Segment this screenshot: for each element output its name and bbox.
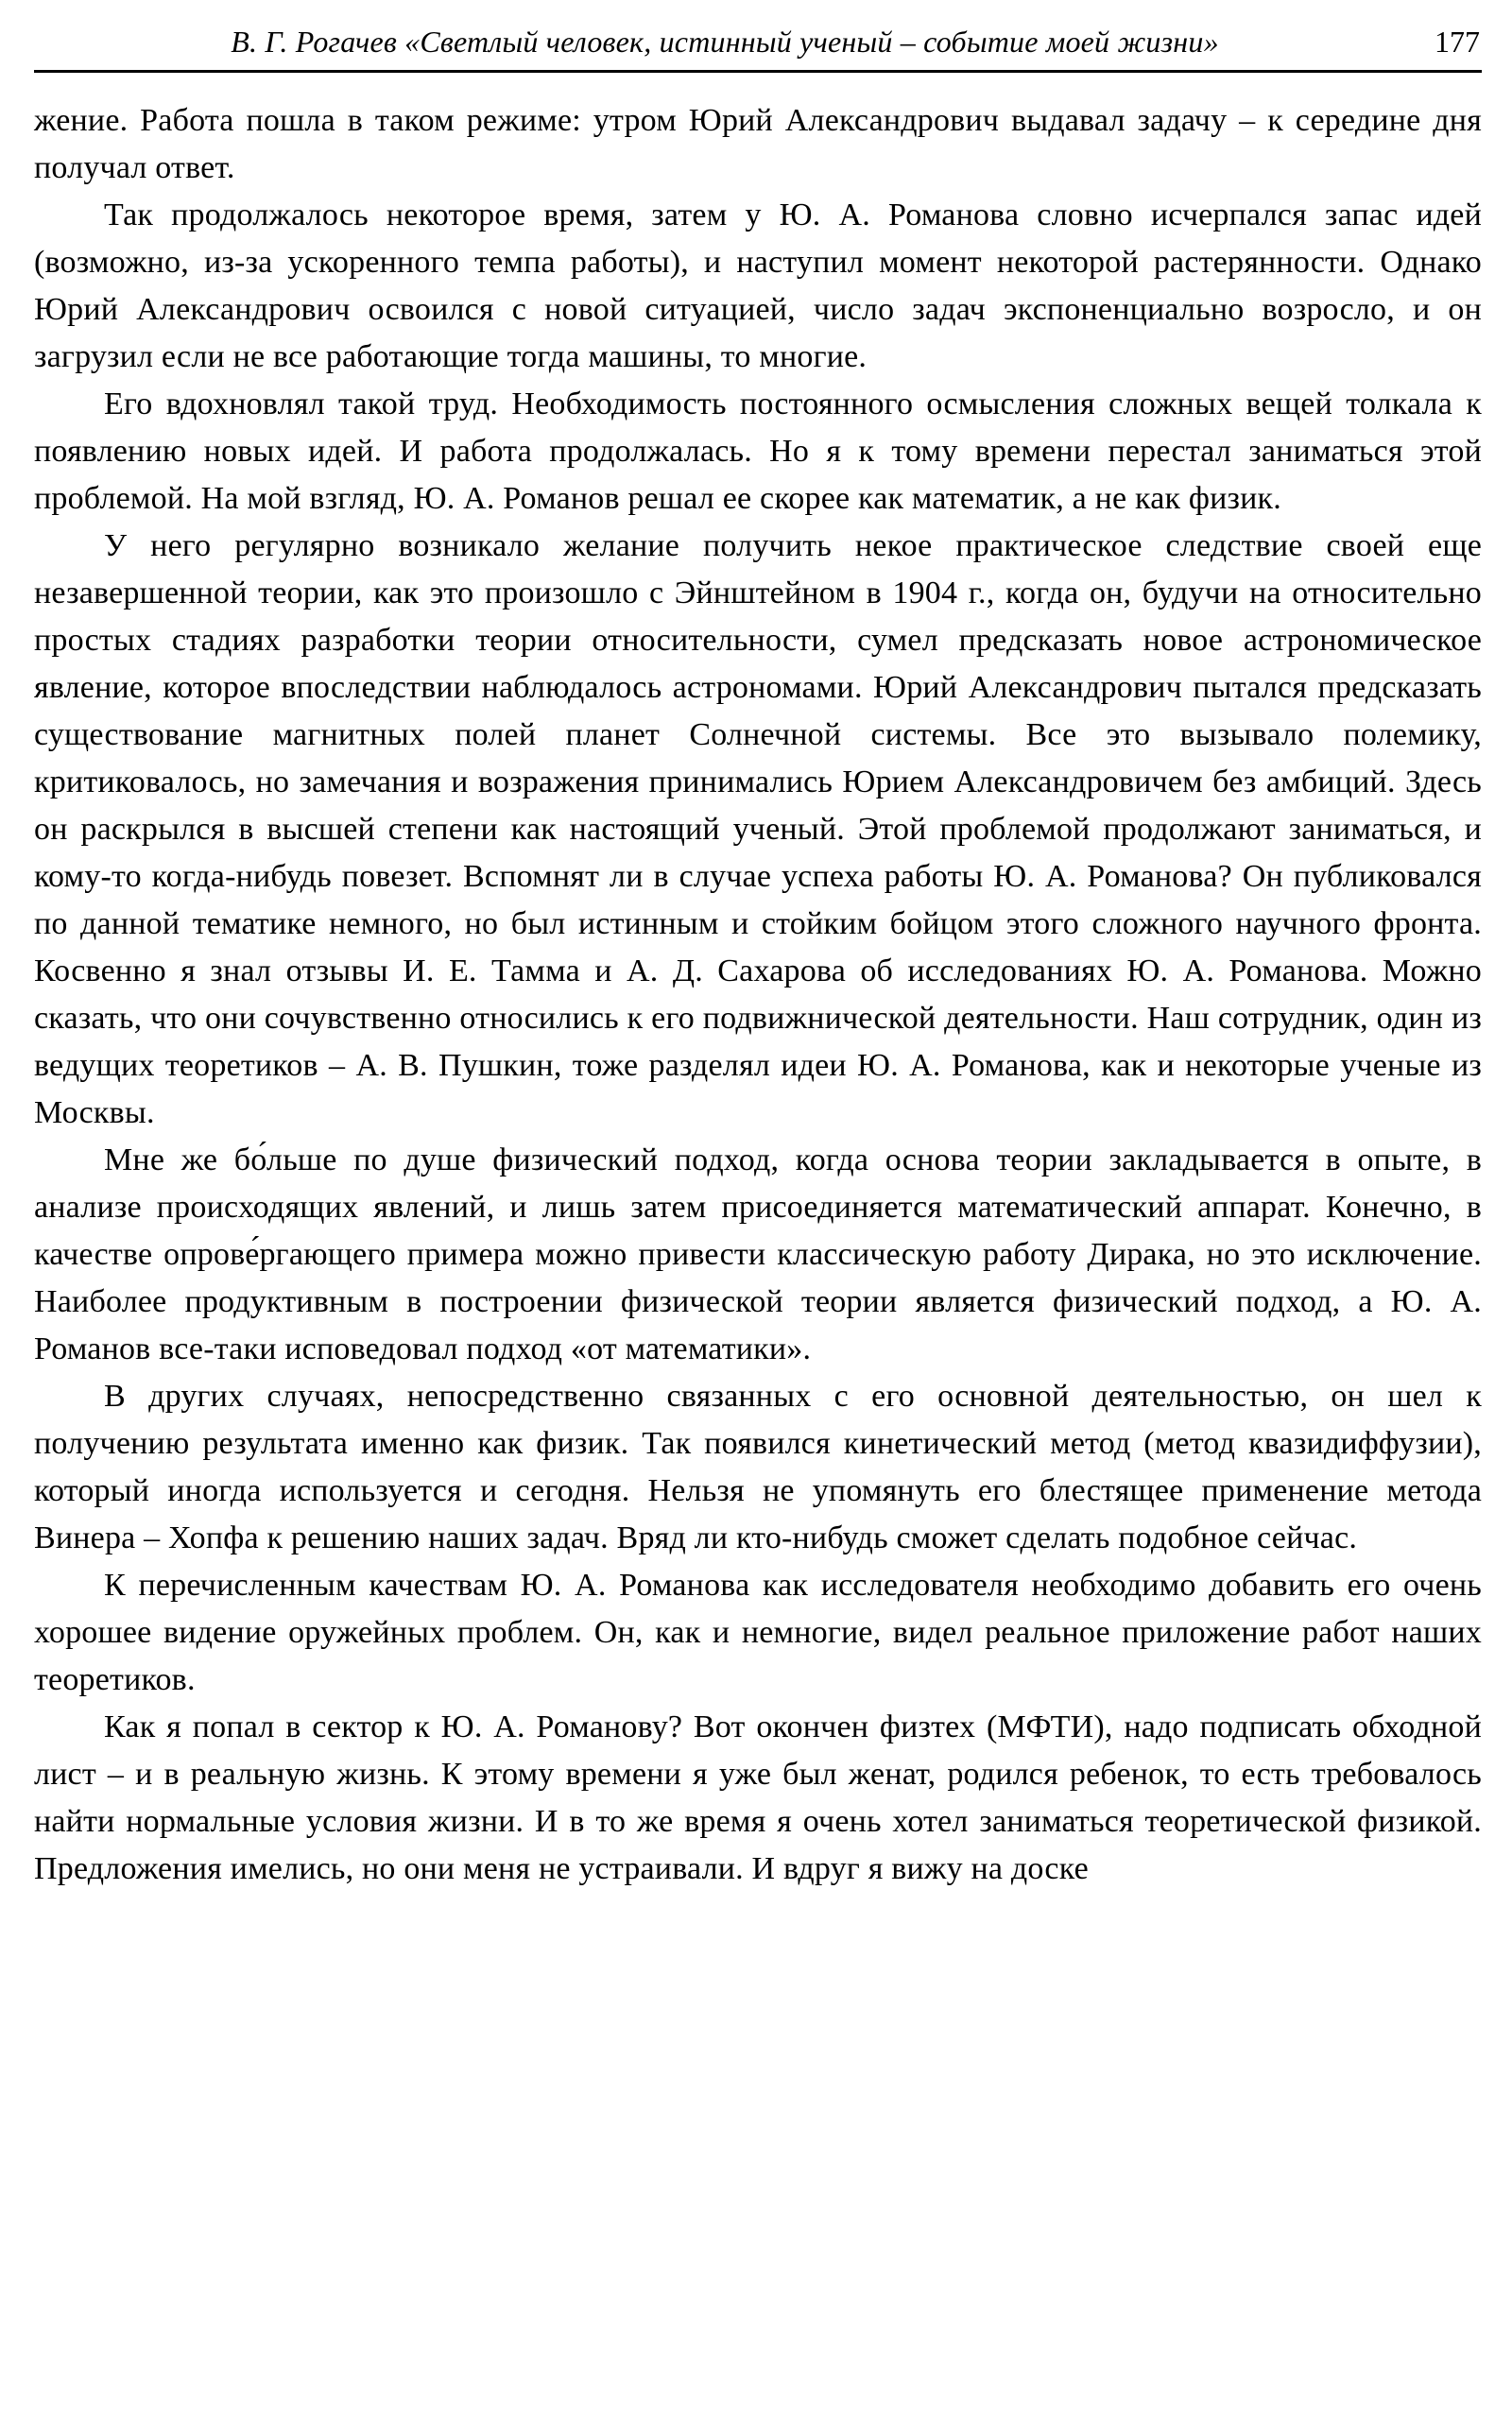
paragraph: жение. Работа пошла в таком режиме: утром Юрий Александрович выдавал задачу – к середине дня получал ответ. bbox=[34, 103, 1482, 185]
page-number: 177 bbox=[1435, 25, 1480, 59]
paragraph: Как я попал в сектор к Ю. А. Романову? Вот окончен физтех (МФТИ), надо подписать обходной лист – и в реальную жизнь. К этому времени я уже был женат, родился ребенок, то есть требовалось найти нормальные условия жизни. И в то же время я очень хотел заниматься теоретической физикой. Предложения имелись, но они меня не устраивали. И вдруг я вижу на доске bbox=[34, 1709, 1482, 1886]
text-body bbox=[34, 97, 1482, 1893]
header-rule-divider bbox=[34, 70, 1482, 73]
paragraph: Так продолжалось некоторое время, затем у Ю. А. Романова словно исчерпался запас идей (возможно, из-за ускоренного темпа работы), и наступил момент некоторой растерянности. Однако Юрий Александрович освоился с новой ситуацией, число задач экспоненциально возросло, и он загрузил если не все работающие тогда машины, то многие. bbox=[34, 198, 1482, 374]
paragraph: Его вдохновлял такой труд. Необходимость постоянного осмысления сложных вещей толкала к появлению новых идей. И работа продолжалась. Но я к тому времени перестал заниматься этой проблемой. На мой взгляд, Ю. А. Романов решал ее скорее как математик, а не как физик. bbox=[34, 386, 1482, 516]
running-head-title: В. Г. Рогачев «Светлый человек, истинный ученый – событие моей жизни» bbox=[231, 25, 1219, 59]
paragraph: Мне же бо́льше по душе физический подход, когда основа теории закладывается в опыте, в анализе происходящих явлений, и лишь затем присоединяется математический аппарат. Конечно, в качестве опрове́ргающего примера можно привести классическую работу Дирака, но это исключение. Наиболее продуктивным в построении физической теории является физический подход, а Ю. А. Романов все-таки исповедовал подход «от математики». bbox=[34, 1142, 1482, 1366]
paragraph: В других случаях, непосредственно связанных с его основной деятельностью, он шел к получению результата именно как физик. Так появился кинетический метод (метод квазидиффузии), который иногда используется и сегодня. Нельзя не упомянуть его блестящее применение метода Винера – Хопфа к решению наших задач. Вряд ли кто-нибудь сможет сделать подобное сейчас. bbox=[34, 1379, 1482, 1555]
paragraph: К перечисленным качествам Ю. А. Романова как исследователя необходимо добавить его очень хорошее видение оружейных проблем. Он, как и немногие, видел реальное приложение работ наших теоретиков. bbox=[34, 1568, 1482, 1697]
paragraph: У него регулярно возникало желание получить некое практическое следствие своей еще незавершенной теории, как это произошло с Эйнштейном в 1904 г., когда он, будучи на относительно простых стадиях разработки теории относительности, сумел предсказать новое астрономическое явление, которое впоследствии наблюдалось астрономами. Юрий Александрович пытался предсказать существование магнитных полей планет Солнечной системы. Все это вызывало полемику, критиковалось, но замечания и возражения принимались Юрием Александровичем без амбиций. Здесь он раскрылся в высшей степени как настоящий ученый. Этой проблемой продолжают заниматься, и кому-то когда-нибудь повезет. Вспомнят ли в случае успеха работы Ю. А. Романова? Он публиковался по данной тематике немного, но был истинным и стойким бойцом этого сложного научного фронта. Косвенно я знал отзывы И. Е. Тамма и А. Д. Сахарова об исследованиях Ю. А. Романова. Можно сказать, что они сочувственно относились к его подвижнической деятельности. Наш сотрудник, один из ведущих теоретиков – А. В. Пушкин, тоже разделял идеи Ю. А. Романова, как и некоторые ученые из Москвы. bbox=[34, 528, 1482, 1130]
page-header bbox=[34, 17, 1482, 68]
